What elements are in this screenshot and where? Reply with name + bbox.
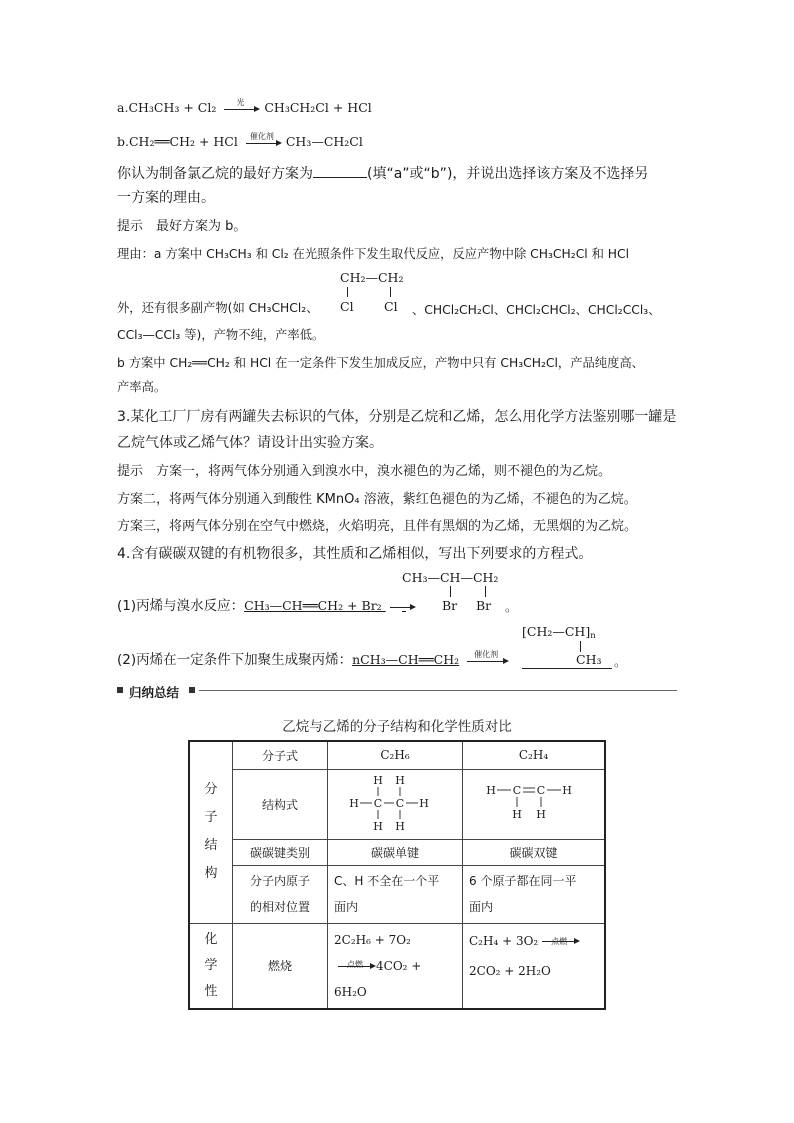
dichloroethane-structure bbox=[340, 270, 403, 285]
equation-b-lhs: CH₂══CH₂ + HCl bbox=[128, 134, 238, 149]
ethylene-formula: C₂H₄ bbox=[463, 741, 606, 769]
equation-b bbox=[117, 131, 363, 151]
group-structure bbox=[189, 741, 233, 923]
ethane-structure bbox=[328, 769, 463, 839]
summary-heading: 归纳总结 bbox=[129, 685, 180, 700]
atom-h: H bbox=[349, 796, 359, 810]
reason-line-2 bbox=[117, 300, 319, 316]
question-3-line-1: 3.某化工厂厂房有两罐失去标识的气体，分别是乙烷和乙烯，怎么用化学方法鉴别哪一罐是 bbox=[117, 409, 677, 425]
product-br-2: Br bbox=[476, 598, 492, 613]
divider-line bbox=[199, 690, 677, 691]
atom-h: H bbox=[373, 819, 383, 833]
label-position-2: 的相对位置 bbox=[249, 900, 310, 914]
reaction-arrow bbox=[220, 97, 260, 117]
bond-line bbox=[347, 287, 348, 297]
atom-h: H bbox=[395, 773, 405, 787]
reaction-arrow bbox=[538, 933, 580, 949]
ethylene-structure bbox=[463, 769, 606, 839]
atom-h: H bbox=[395, 819, 405, 833]
ethane-position-1: C、H 不全在一个平 bbox=[334, 874, 440, 888]
arrow-condition: 点燃 bbox=[347, 960, 363, 970]
ethylene-combustion bbox=[463, 923, 606, 1009]
ethane-bond: 碳碳单键 bbox=[328, 839, 463, 865]
q4-1-equation: CH₃—CH══CH₂ + Br₂ bbox=[244, 598, 382, 613]
arrow-condition: 催化剂 bbox=[474, 649, 499, 659]
plan-2: 方案二，将两气体分别通入到酸性 KMnO₄ 溶液，紫红色褪色的为乙烯，不褪色的为乙烷。 bbox=[117, 492, 637, 507]
bond-line bbox=[390, 287, 391, 297]
equation-b-label: b. bbox=[117, 134, 129, 149]
bond-line bbox=[485, 586, 486, 597]
reason-line-5: 产率高。 bbox=[117, 380, 167, 394]
label-combustion: 燃烧 bbox=[233, 923, 328, 1009]
q4-2-line bbox=[117, 649, 509, 669]
atom-c: C bbox=[536, 783, 545, 797]
label-structure: 结构式 bbox=[233, 769, 328, 839]
bromopropane-structure-top: CH₃—CH—CH₂ bbox=[402, 570, 499, 585]
q4-1-end: 。 bbox=[505, 599, 518, 614]
label-formula: 分子式 bbox=[233, 741, 328, 769]
reaction-arrow bbox=[242, 131, 282, 151]
group-char: 化 bbox=[204, 931, 218, 947]
atom-h: H bbox=[419, 796, 429, 810]
ethane-formula: C₂H₆ bbox=[328, 741, 463, 769]
question-text-2: (填“a”或“b”)，并说出选择该方案及不选择另 bbox=[367, 166, 649, 182]
question-line-2: 一方案的理由。 bbox=[117, 190, 215, 206]
ethylene-position bbox=[463, 865, 606, 923]
label-position bbox=[233, 865, 328, 923]
q4-2-prefix: (2)丙烯在一定条件下加聚生成聚丙烯： bbox=[117, 652, 353, 668]
q4-1-answer bbox=[244, 598, 416, 613]
arrow-condition: 点燃 bbox=[551, 937, 568, 946]
ethane-combustion-product: 4CO₂ + bbox=[376, 958, 422, 973]
group-char: 分 bbox=[204, 782, 218, 798]
table-row bbox=[189, 865, 605, 923]
reason-line-2b: 、CHCl₂CH₂Cl、CHCl₂CHCl₂、CHCl₂CCl₃、 bbox=[412, 303, 661, 317]
label-position-1: 分子内原子 bbox=[249, 874, 310, 888]
ethylene-position-1: 6 个原子都在同一平 bbox=[469, 874, 577, 888]
group-char: 构 bbox=[204, 866, 218, 882]
structure-cl-right: Cl bbox=[384, 299, 398, 314]
question-text: 你认为制备氯乙烷的最好方案为 bbox=[117, 166, 313, 182]
group-char: 性 bbox=[204, 983, 218, 999]
atom-h: H bbox=[561, 783, 572, 797]
reason-line-4: b 方案中 CH₂══CH₂ 和 HCl 在一定条件下发生加成反应，产物中只有 CH₃CH₂Cl，产品纯度高、 bbox=[117, 356, 644, 370]
group-char: 结 bbox=[204, 838, 218, 854]
equation-b-rhs: CH₃—CH₂Cl bbox=[285, 134, 363, 149]
bond-line bbox=[580, 641, 581, 652]
ethane-combustion bbox=[328, 923, 463, 1009]
square-bullet-icon bbox=[117, 687, 123, 693]
summary-divider bbox=[117, 683, 677, 700]
q4-1-line bbox=[117, 598, 416, 615]
plan-3: 方案三，将两气体分别在空气中燃烧，火焰明亮，且伴有黑烟的为乙烯，无黑烟的为乙烷。 bbox=[117, 519, 638, 534]
polypropylene-top bbox=[522, 624, 596, 639]
ethylene-position-2: 面内 bbox=[469, 900, 494, 914]
question-line-1 bbox=[117, 164, 648, 182]
atom-h: H bbox=[511, 807, 522, 821]
structure-top: CH₂—CH₂ bbox=[340, 270, 404, 285]
group-char: 学 bbox=[204, 957, 218, 973]
ethylene-bond: 碳碳双键 bbox=[463, 839, 606, 865]
atom-c: C bbox=[512, 783, 521, 797]
reason-line-3: CCl₃—CCl₃ 等)，产物不纯，产率低。 bbox=[117, 328, 325, 342]
ethylene-combustion-1 bbox=[469, 926, 598, 956]
equation-a-lhs: CH₃CH₃ + Cl₂ bbox=[128, 100, 217, 115]
q4-2-equation: nCH₃—CH══CH₂ bbox=[352, 652, 460, 667]
table-title: 乙烷与乙烯的分子结构和化学性质对比 bbox=[282, 719, 512, 735]
atom-h: H bbox=[535, 807, 546, 821]
atom-c: C bbox=[395, 796, 405, 810]
reason-line-1: 理由：a 方案中 CH₃CH₃ 和 Cl₂ 在光照条件下发生取代反应，反应产物中除 CH₃CH₂Cl 和 HCl bbox=[117, 247, 630, 261]
reaction-arrow bbox=[334, 958, 376, 974]
bond-line bbox=[450, 586, 451, 597]
equation-a bbox=[117, 97, 372, 117]
square-bullet-icon bbox=[189, 687, 195, 693]
q4-1-prefix: (1)丙烯与溴水反应： bbox=[117, 598, 245, 614]
group-char: 子 bbox=[204, 810, 218, 826]
arrow-condition: 光 bbox=[236, 97, 245, 107]
product-ch3: CH₃ bbox=[576, 652, 602, 667]
hint-best: 提示 最好方案为 b。 bbox=[117, 219, 247, 234]
equation-a-label: a. bbox=[117, 100, 129, 115]
ethane-combustion-2 bbox=[334, 953, 456, 979]
atom-h: H bbox=[373, 773, 383, 787]
label-bond: 碳碳键类别 bbox=[233, 839, 328, 865]
polymer-n: n bbox=[590, 631, 596, 641]
ethane-position-2: 面内 bbox=[334, 900, 359, 914]
q4-1-product-bottom bbox=[402, 598, 502, 613]
question-4: 4.含有碳碳双键的有机物很多，其性质和乙烯相似，写出下列要求的方程式。 bbox=[117, 546, 593, 562]
reaction-arrow bbox=[463, 649, 509, 669]
answer-blank bbox=[313, 164, 367, 178]
ethane-combustion-3: 6H₂O bbox=[334, 984, 367, 999]
table-row bbox=[189, 839, 605, 865]
table-row bbox=[189, 769, 605, 839]
ethylene-combustion-2: 2CO₂ + 2H₂O bbox=[469, 963, 551, 978]
polymer-repeat-unit: [CH₂—CH] bbox=[522, 624, 591, 639]
group-property bbox=[189, 923, 233, 1009]
ethane-combustion-1: 2C₂H₆ + 7O₂ bbox=[334, 932, 411, 947]
question-3-line-2: 乙烷气体或乙烯气体？请设计出实验方案。 bbox=[117, 435, 383, 451]
reason-text: 外，还有很多副产物(如 CH₃CHCl₂、 bbox=[117, 301, 319, 315]
equation-a-rhs: CH₃CH₂Cl + HCl bbox=[264, 100, 372, 115]
comparison-table bbox=[188, 740, 606, 1010]
ethylene-combustion-lhs: C₂H₄ + 3O₂ bbox=[469, 933, 539, 948]
table-row bbox=[189, 741, 605, 769]
arrow-condition: 催化剂 bbox=[249, 131, 274, 141]
ethane-structural-formula bbox=[340, 772, 450, 834]
table-row bbox=[189, 923, 605, 1009]
atom-h: H bbox=[485, 783, 496, 797]
structure-cl-left: Cl bbox=[340, 299, 354, 314]
ethane-position bbox=[328, 865, 463, 923]
q4-2-product-bottom bbox=[522, 652, 612, 669]
plan-1: 提示 方案一，将两气体分别通入到溴水中，溴水褪色的为乙烯，则不褪色的为乙烷。 bbox=[117, 464, 612, 479]
product-br-1: Br bbox=[442, 598, 458, 613]
q4-2-end: 。 bbox=[614, 654, 627, 669]
atom-c: C bbox=[373, 796, 383, 810]
ethylene-structural-formula bbox=[479, 772, 589, 834]
